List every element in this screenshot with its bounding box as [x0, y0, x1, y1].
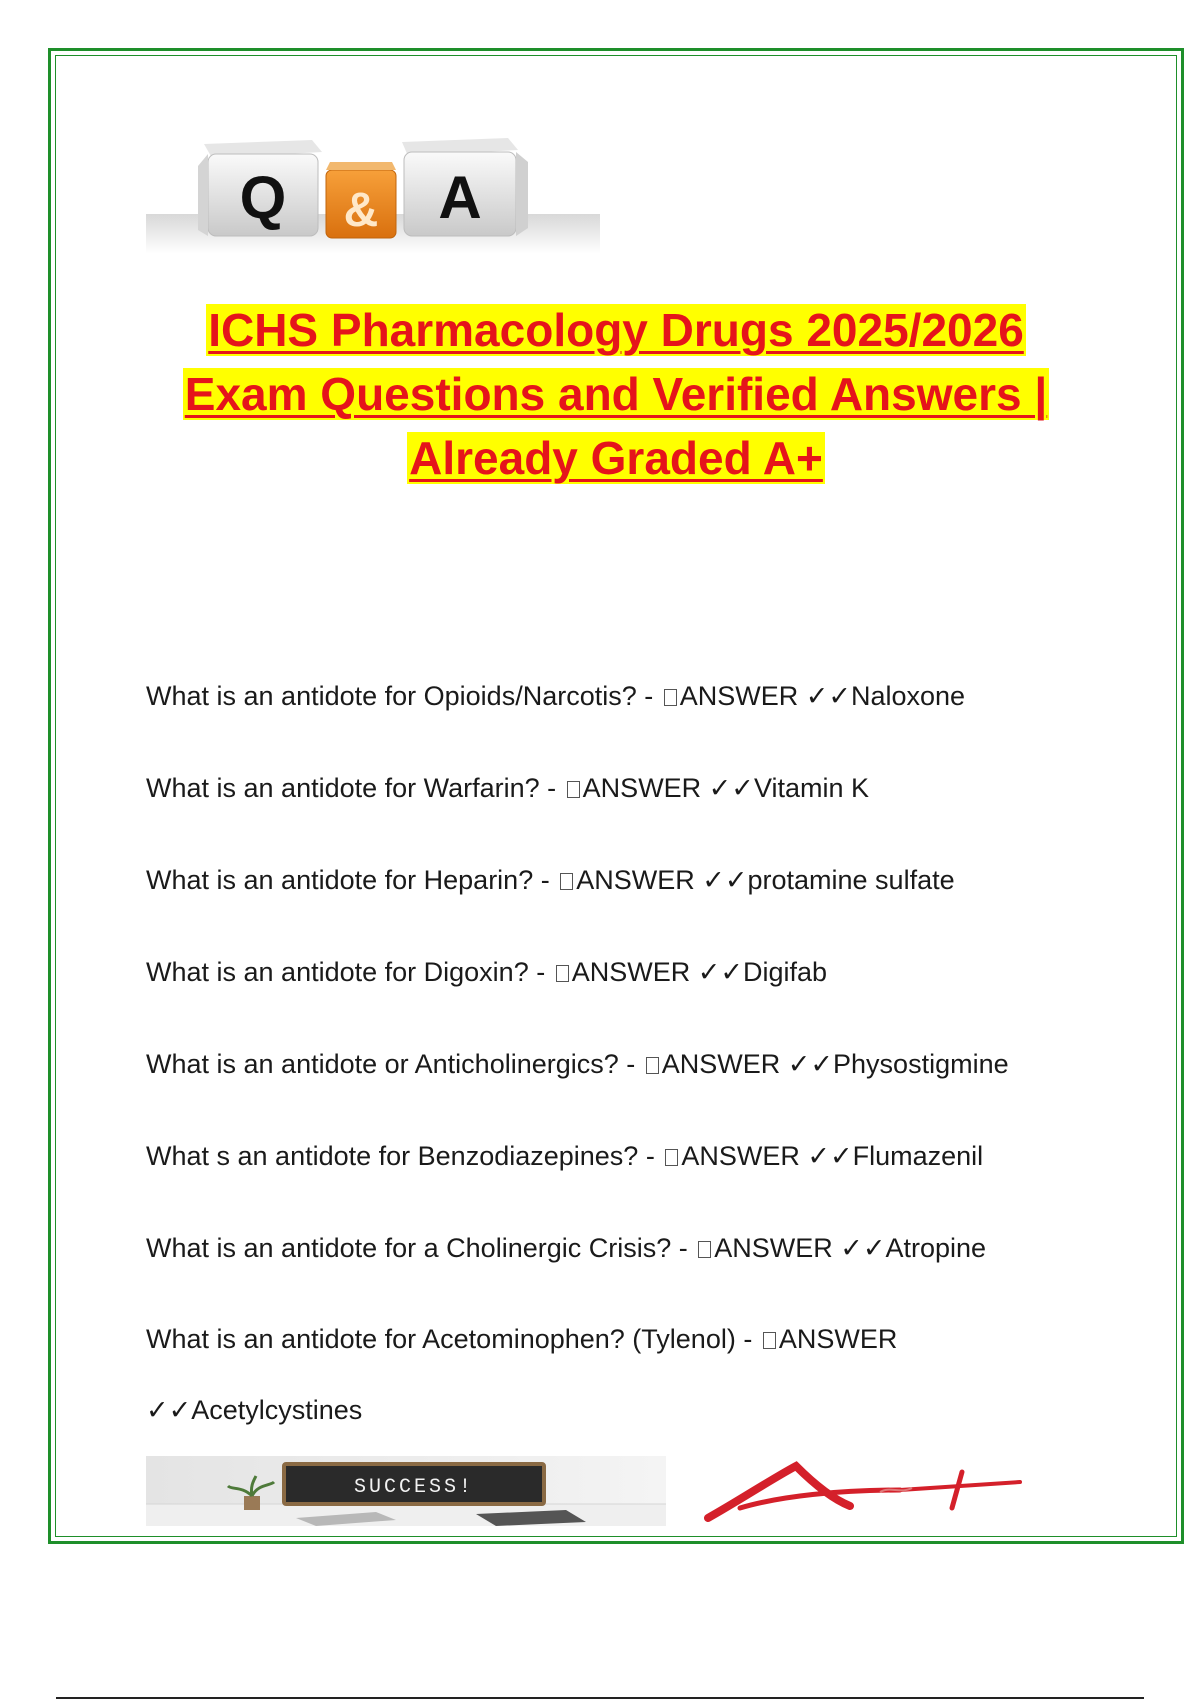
answer-text: protamine sulfate: [747, 865, 955, 895]
answer-marker: ANSWER ✓✓: [681, 1141, 853, 1171]
title-line-3: Already Graded A+: [409, 432, 823, 484]
answer-marker: ANSWER ✓✓: [571, 957, 743, 987]
answer-text: Digifab: [742, 957, 828, 987]
missing-glyph-box-icon: [560, 873, 573, 890]
answer-marker: ANSWER ✓✓: [576, 865, 748, 895]
question-text: What is an antidote or Anticholinergics? -: [146, 1049, 643, 1079]
qa-dice-logo: [146, 132, 600, 264]
question-text: What is an antidote for a Cholinergic Crisis? -: [146, 1233, 696, 1263]
title-line-2: Exam Questions and Verified Answers |: [184, 368, 1048, 420]
answer-marker: ANSWER ✓✓: [661, 1049, 834, 1079]
question-text: What is an antidote for Digoxin? -: [146, 957, 553, 987]
missing-glyph-box-icon: [664, 689, 677, 706]
answer-text: Flumazenil: [852, 1141, 984, 1171]
qa-list: [146, 670, 1066, 1446]
qa-item: [146, 1130, 1066, 1222]
missing-glyph-box-icon: [556, 965, 569, 982]
qa-item: [146, 854, 1066, 946]
answer-marker: ANSWER ✓✓: [714, 1233, 886, 1263]
logo-ampersand: &: [343, 184, 379, 237]
missing-glyph-box-icon: [763, 1332, 776, 1349]
answer-marker: ANSWER ✓✓: [679, 681, 851, 711]
qa-item: [146, 946, 1066, 1038]
question-text: What is an antidote for Heparin? -: [146, 865, 558, 895]
logo-letter-a: A: [438, 164, 482, 231]
answer-text: Acetylcystines: [191, 1395, 363, 1425]
qa-item: [146, 1038, 1066, 1130]
answer-marker: ANSWER ✓✓: [146, 1324, 898, 1425]
qa-item: [146, 1304, 946, 1446]
answer-text: Physostigmine: [833, 1049, 1009, 1079]
title-line-1: ICHS Pharmacology Drugs 2025/2026: [208, 304, 1024, 356]
missing-glyph-box-icon: [665, 1149, 678, 1166]
qa-item: [146, 1222, 1066, 1314]
question-text: What is an antidote for Warfarin? -: [146, 773, 564, 803]
qa-item: [146, 670, 1066, 762]
missing-glyph-box-icon: [698, 1241, 711, 1258]
question-text: What is an antidote for Opioids/Narcotis? -: [146, 681, 661, 711]
a-plus-grade-mark: [700, 1460, 1040, 1526]
answer-text: Naloxone: [851, 681, 966, 711]
question-text: What s an antidote for Benzodiazepines? -: [146, 1141, 663, 1171]
qa-item: [146, 762, 1066, 854]
question-text: What is an antidote for Acetominophen? (Tylenol) -: [146, 1324, 760, 1354]
success-sign-text: SUCCESS!: [353, 1476, 475, 1499]
footer-divider: [56, 1697, 1144, 1699]
document-title: [100, 298, 1132, 490]
answer-text: Atropine: [885, 1233, 987, 1263]
success-chalkboard-image: [146, 1456, 666, 1526]
missing-glyph-box-icon: [646, 1057, 659, 1074]
answer-text: Vitamin K: [753, 773, 869, 803]
answer-marker: ANSWER ✓✓: [582, 773, 754, 803]
missing-glyph-box-icon: [567, 781, 580, 798]
logo-letter-q: Q: [239, 164, 287, 231]
